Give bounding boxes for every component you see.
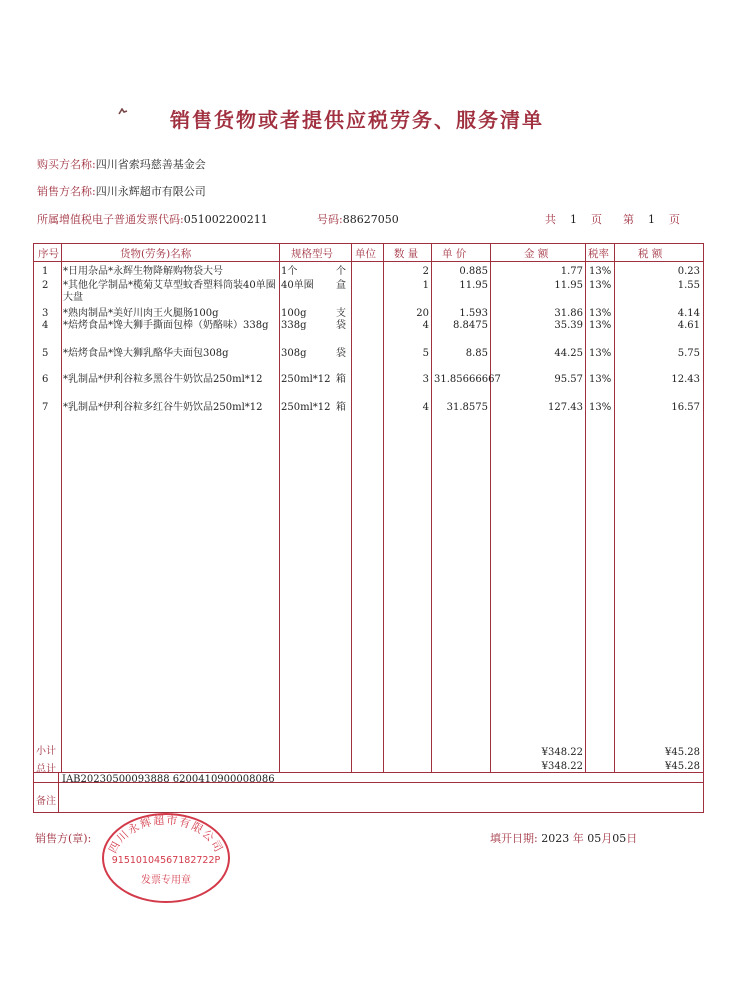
row-name: *其他化学制品*榄菊艾草型蚊香塑料筒装40单圈大盘 [63,280,276,303]
row-price: 8.8475 [453,320,488,331]
row-rate: 13% [589,308,612,319]
buyer-row [37,156,206,172]
row-name: *乳制品*伊利谷粒多黑谷牛奶饮品250ml*12 [63,374,263,385]
invoice-code-row [37,211,268,227]
seal-company-text: 四川永辉超市有限公司 [106,813,226,856]
row-price: 31.8575 [446,402,488,413]
row-tax: 1.55 [677,280,700,291]
subtotal-amount: ¥348.22 [541,747,583,758]
row-seq: 5 [42,348,49,359]
row-unit: 箱 [336,374,346,385]
seal-bottom-text: 发票专用章 [141,875,191,886]
item-table [33,243,704,813]
subtotal-label: 小计 [36,746,56,757]
header-qty: 数 量 [393,248,419,260]
row-qty: 4 [422,320,429,331]
row-amount: 31.86 [554,308,583,319]
row-unit: 箱 [336,402,346,413]
row-tax: 12.43 [671,374,700,385]
buyer-label: 购买方名称: [37,158,96,171]
invoice-code-value: 051002200211 [183,213,268,226]
row-tax: 4.61 [677,320,700,331]
row-qty: 20 [416,308,429,319]
seal-tax-id: 91510104567182722P [111,855,221,866]
page-current-prefix: 第 [622,213,634,226]
subtotal-tax: ¥45.28 [665,747,700,758]
row-amount: 1.77 [560,266,583,277]
total-label: 总计 [36,764,56,775]
row-name: *日用杂品*永辉生物降解购物袋大号 [63,266,223,277]
row-seq: 7 [42,402,49,413]
row-amount: 44.25 [554,348,583,359]
row-rate: 13% [589,402,612,413]
row-spec: 250ml*12 [281,374,331,385]
svg-text:四川永辉超市有限公司 [106,813,225,856]
seller-row [37,183,206,199]
row-rate: 13% [589,266,612,277]
row-qty: 3 [422,374,429,385]
date-label: 填开日期: [490,832,538,845]
header-rate: 税率 [588,248,609,260]
page-total: 1 [570,213,577,226]
row-qty: 2 [422,266,429,277]
row-unit: 袋 [336,320,346,331]
header-name: 货物(劳务)名称 [120,248,192,260]
header-spec: 规格型号 [291,248,333,260]
date-month-unit: 月 [601,832,613,845]
row-amount: 127.43 [548,402,583,413]
row-spec: 308g [281,348,307,359]
date-year: 2023 [541,832,570,845]
row-tax: 16.57 [671,402,700,413]
header-unit: 单位 [355,248,376,260]
invoice-number-row [317,211,399,227]
date-day-unit: 日 [626,832,638,845]
date-day: 05 [612,832,627,845]
buyer-name: 四川省索玛慈善基金会 [95,158,206,171]
row-tax: 0.23 [677,266,700,277]
row-qty: 5 [422,348,429,359]
row-seq: 3 [42,308,49,319]
seller-name: 四川永辉超市有限公司 [95,185,206,198]
row-unit: 个 [336,266,346,277]
invoice-number-label: 号码: [317,213,343,226]
row-tax: 5.75 [677,348,700,359]
row-price: 8.85 [465,348,488,359]
row-price: 1.593 [459,308,488,319]
row-seq: 4 [42,320,49,331]
row-unit: 支 [336,308,346,319]
row-unit: 盒 [336,280,346,291]
row-seq: 2 [42,280,49,291]
page-unit-1: 页 [591,213,602,226]
header-tax: 税 额 [638,248,663,260]
row-rate: 13% [589,374,612,385]
row-price: 31.85666667 [434,374,501,385]
row-rate: 13% [589,320,612,331]
row-spec: 250ml*12 [281,402,331,413]
row-spec: 1个 [281,266,298,277]
row-spec: 40单圈 [281,280,314,291]
decorative-mark-icon [118,108,128,116]
row-unit: 袋 [336,348,346,359]
row-amount: 35.39 [554,320,583,331]
seller-label: 销售方名称: [37,185,96,198]
page-total-prefix: 共 [545,213,556,226]
page-current: 1 [647,213,655,226]
row-spec: 100g [281,308,307,319]
total-tax: ¥45.28 [665,761,700,772]
remark-label: 备注 [36,796,56,807]
row-rate: 13% [589,280,612,291]
row-tax: 4.14 [677,308,700,319]
row-name: *焙烤食品*馋大狮手撕面包棒（奶酪味）338g [63,320,269,331]
row-name: *乳制品*伊利谷粒多红谷牛奶饮品250ml*12 [63,402,263,413]
page-title: 销售货物或者提供应税劳务、服务清单 [170,108,544,132]
date-year-unit: 年 [572,832,584,845]
seller-sign-label: 销售方(章): [35,832,92,845]
page-info [545,211,680,227]
row-name: *熟肉制品*美好川肉王火腿肠100g [63,308,219,319]
total-amount: ¥348.22 [541,761,583,772]
remark-value: IAB20230500093888 6200410900008086 [62,774,275,785]
row-seq: 6 [42,374,49,385]
invoice-code-label: 所属增值税电子普通发票代码: [37,213,184,226]
row-rate: 13% [589,348,612,359]
row-price: 11.95 [459,280,488,291]
issue-date [490,830,637,846]
invoice-seal-stamp [100,808,232,904]
row-seq: 1 [42,266,49,277]
header-seq: 序号 [38,248,59,260]
row-qty: 1 [422,280,429,291]
row-amount: 95.57 [554,374,583,385]
row-name: *焙烤食品*馋大狮乳酪华夫面包308g [63,348,229,359]
header-amount: 金 额 [524,248,549,260]
row-price: 0.885 [459,266,488,277]
row-spec: 338g [281,320,307,331]
row-qty: 4 [422,402,429,413]
date-month: 05 [587,832,602,845]
invoice-number-value: 88627050 [342,213,399,226]
header-price: 单 价 [442,248,467,260]
page-unit-2: 页 [668,213,680,226]
row-amount: 11.95 [554,280,583,291]
